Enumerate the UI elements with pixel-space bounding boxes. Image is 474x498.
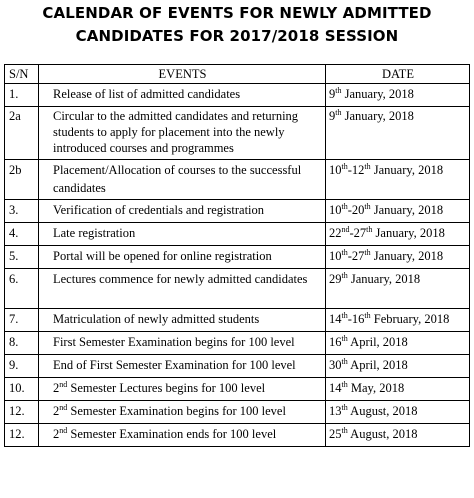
header-sn: S/N — [5, 65, 39, 84]
number-part: 9 — [329, 109, 336, 123]
number-part: 16 — [329, 335, 342, 349]
row-event: Placement/Allocation of courses to the successful candidates — [39, 160, 326, 200]
table-row — [5, 223, 470, 246]
table-row — [5, 84, 470, 107]
ordinal-suffix: th — [341, 403, 348, 412]
row-event: Verification of credentials and registration — [39, 200, 326, 223]
table-row — [5, 269, 470, 309]
row-sn: 2b — [5, 160, 39, 200]
number-part: 12 — [351, 163, 365, 177]
text-part: January, 2018 — [372, 226, 445, 240]
number-part: 29 — [329, 272, 342, 286]
row-sn: 4. — [5, 223, 39, 246]
header-date: DATE — [326, 65, 470, 84]
ordinal-suffix: nd — [59, 380, 68, 389]
text-part: January, 2018 — [370, 249, 444, 263]
row-sn: 5. — [5, 246, 39, 269]
row-date — [326, 200, 470, 223]
row-event — [39, 401, 326, 424]
ordinal-suffix: th — [341, 162, 348, 171]
row-sn: 1. — [5, 84, 39, 107]
number-part: 16 — [351, 312, 365, 326]
text-part: January, 2018 — [347, 272, 421, 286]
ordinal-suffix: th — [364, 202, 371, 211]
text-part: - — [347, 249, 352, 263]
text-part: January, 2018 — [341, 109, 414, 123]
text-part: - — [347, 203, 352, 217]
ordinal-suffix: th — [341, 426, 348, 435]
ordinal-suffix: th — [341, 202, 348, 211]
number-part: 10 — [329, 249, 342, 263]
events-table — [4, 64, 470, 447]
row-event — [39, 424, 326, 447]
table-row — [5, 401, 470, 424]
table-row — [5, 378, 470, 401]
number-part: 25 — [329, 427, 342, 441]
title-line-2: CANDIDATES FOR 2017/2018 SESSION — [75, 27, 399, 45]
table-row — [5, 355, 470, 378]
row-event: Late registration — [39, 223, 326, 246]
row-date — [326, 160, 470, 200]
number-part: 20 — [351, 203, 365, 217]
text-part: August, 2018 — [347, 427, 418, 441]
row-sn: 9. — [5, 355, 39, 378]
table-row — [5, 332, 470, 355]
ordinal-suffix: th — [341, 357, 348, 366]
number-part: 2 — [53, 427, 60, 441]
ordinal-suffix: th — [364, 248, 371, 257]
ordinal-suffix: th — [341, 271, 348, 280]
table-row — [5, 424, 470, 447]
ordinal-suffix: th — [341, 311, 348, 320]
row-event: Lectures commence for newly admitted candidates — [39, 269, 326, 309]
title-line-1: CALENDAR OF EVENTS FOR NEWLY ADMITTED — [42, 4, 432, 22]
table-row — [5, 160, 470, 200]
table-row — [5, 246, 470, 269]
number-part: 13 — [329, 404, 342, 418]
table-row — [5, 107, 470, 160]
row-date — [326, 332, 470, 355]
text-part: February, 2018 — [370, 312, 450, 326]
page-title — [0, 2, 474, 48]
ordinal-suffix: nd — [341, 225, 350, 234]
row-date — [326, 378, 470, 401]
text-part: Semester Examination ends for 100 level — [67, 427, 277, 441]
number-part: 14 — [329, 312, 342, 326]
row-event: Circular to the admitted candidates and returning students to apply for placement into the newly introduced courses and programmes — [39, 107, 326, 160]
row-date — [326, 223, 470, 246]
table-header-row — [5, 65, 470, 84]
number-part: 27 — [353, 226, 367, 240]
row-event: Release of list of admitted candidates — [39, 84, 326, 107]
text-part: January, 2018 — [370, 203, 444, 217]
row-date — [326, 269, 470, 309]
row-date — [326, 309, 470, 332]
text-part: - — [349, 226, 354, 240]
table-row — [5, 200, 470, 223]
number-part: 14 — [329, 381, 342, 395]
number-part: 2 — [53, 404, 60, 418]
ordinal-suffix: th — [341, 248, 348, 257]
row-event: First Semester Examination begins for 100 level — [39, 332, 326, 355]
row-sn: 10. — [5, 378, 39, 401]
ordinal-suffix: th — [366, 225, 373, 234]
ordinal-suffix: th — [364, 162, 371, 171]
ordinal-suffix: nd — [59, 403, 68, 412]
ordinal-suffix: th — [335, 108, 342, 117]
number-part: 10 — [329, 163, 342, 177]
number-part: 2 — [53, 381, 60, 395]
text-part: Semester Examination begins for 100 level — [67, 404, 286, 418]
number-part: 10 — [329, 203, 342, 217]
text-part: - — [347, 163, 352, 177]
text-part: January, 2018 — [370, 163, 444, 177]
ordinal-suffix: th — [341, 380, 348, 389]
ordinal-suffix: th — [335, 86, 342, 95]
row-sn: 12. — [5, 424, 39, 447]
table-row — [5, 309, 470, 332]
number-part: 22 — [329, 226, 342, 240]
row-event: End of First Semester Examination for 100 level — [39, 355, 326, 378]
row-sn: 6. — [5, 269, 39, 309]
number-part: 9 — [329, 87, 336, 101]
text-part: August, 2018 — [347, 404, 418, 418]
text-part: April, 2018 — [347, 358, 408, 372]
ordinal-suffix: th — [341, 334, 348, 343]
header-events: EVENTS — [39, 65, 326, 84]
row-date — [326, 424, 470, 447]
ordinal-suffix: nd — [59, 426, 68, 435]
table-body — [5, 84, 470, 447]
row-sn: 2a — [5, 107, 39, 160]
row-sn: 8. — [5, 332, 39, 355]
row-event: Portal will be opened for online registration — [39, 246, 326, 269]
text-part: January, 2018 — [341, 87, 414, 101]
row-date — [326, 84, 470, 107]
text-part: - — [347, 312, 352, 326]
row-date — [326, 401, 470, 424]
row-event — [39, 378, 326, 401]
text-part: April, 2018 — [347, 335, 408, 349]
row-sn: 7. — [5, 309, 39, 332]
row-event: Matriculation of newly admitted students — [39, 309, 326, 332]
text-part: Semester Lectures begins for 100 level — [67, 381, 266, 395]
ordinal-suffix: th — [364, 311, 371, 320]
row-date — [326, 246, 470, 269]
row-date — [326, 355, 470, 378]
number-part: 27 — [351, 249, 365, 263]
row-sn: 3. — [5, 200, 39, 223]
row-date — [326, 107, 470, 160]
text-part: May, 2018 — [347, 381, 405, 395]
number-part: 30 — [329, 358, 342, 372]
row-sn: 12. — [5, 401, 39, 424]
